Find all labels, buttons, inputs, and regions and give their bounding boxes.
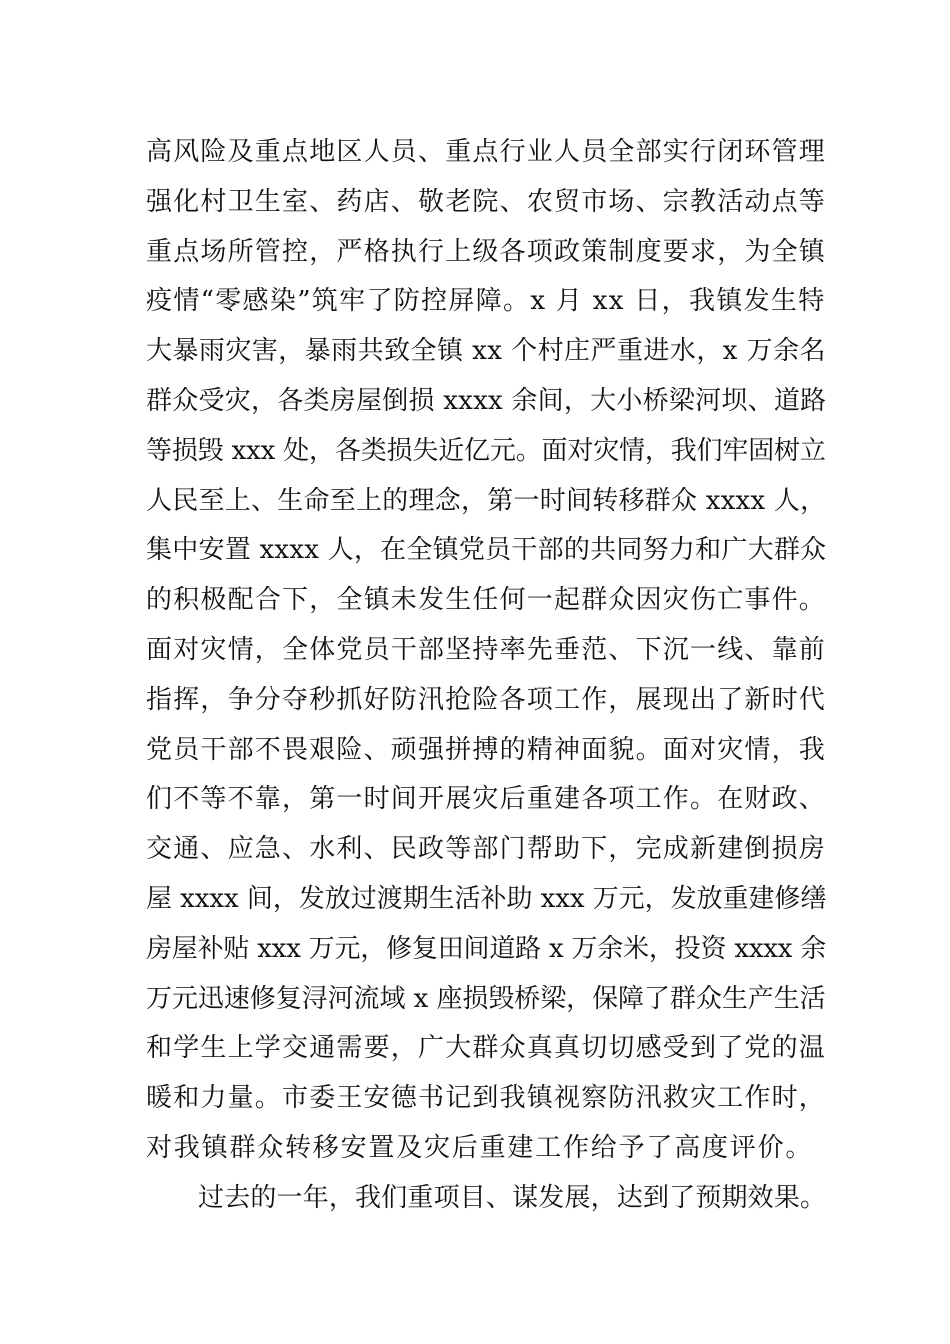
text-line-21: 对我镇群众转移安置及灾后重建工作给予了高度评价。 [146, 1132, 814, 1163]
text-line-12: 指挥，争分夺秒抓好防汛抢险各项工作，展现出了新时代 [146, 684, 827, 715]
text-line-11: 面对灾情，全体党员干部坚持率先垂范、下沉一线、靠前 [146, 634, 827, 665]
text-line-4: 疫情“零感染”筑牢了防控屏障。x 月 xx 日，我镇发生特 [146, 286, 826, 317]
text-line-3: 重点场所管控，严格执行上级各项政策制度要求，为全镇 [146, 236, 827, 267]
text-line-20: 暖和力量。市委王安德书记到我镇视察防汛救灾工作时， [146, 1083, 827, 1114]
text-line-7: 等损毁 xxx 处，各类损失近亿元。面对灾情，我们牢固树立 [146, 435, 826, 466]
text-line-19: 和学生上学交通需要，广大群众真真切切感受到了党的温 [146, 1033, 827, 1064]
text-line-16: 屋 xxxx 间，发放过渡期生活补助 xxx 万元，发放重建修缮 [146, 883, 827, 914]
text-line-10: 的积极配合下，全镇未发生任何一起群众因灾伤亡事件。 [146, 585, 827, 616]
text-line-15: 交通、应急、水利、民政等部门帮助下，完成新建倒损房 [146, 834, 827, 865]
body-text [146, 128, 826, 1224]
text-line-17: 房屋补贴 xxx 万元，修复田间道路 x 万余米，投资 xxxx 余 [146, 933, 827, 964]
text-line-1: 高风险及重点地区人员、重点行业人员全部实行闭环管理 [146, 137, 827, 167]
text-line-2: 强化村卫生室、药店、敬老院、农贸市场、宗教活动点等 [146, 186, 827, 217]
text-line-9: 集中安置 xxxx 人，在全镇党员干部的共同努力和广大群众 [146, 535, 827, 566]
text-line-22-paragraph-start: 过去的一年，我们重项目、谋发展，达到了预期效果。 [198, 1182, 827, 1213]
text-line-8: 人民至上、生命至上的理念，第一时间转移群众 xxxx 人， [146, 485, 827, 516]
text-line-5: 大暴雨灾害，暴雨共致全镇 xx 个村庄严重进水，x 万余名 [146, 336, 826, 367]
text-line-6: 群众受灾，各类房屋倒损 xxxx 余间，大小桥梁河坝、道路 [146, 385, 827, 416]
text-line-13: 党员干部不畏艰险、顽强拼搏的精神面貌。面对灾情，我 [146, 734, 827, 765]
text-line-18: 万元迅速修复浔河流域 x 座损毁桥梁，保障了群众生产生活 [146, 983, 826, 1014]
text-line-14: 们不等不靠，第一时间开展灾后重建各项工作。在财政、 [146, 784, 827, 815]
